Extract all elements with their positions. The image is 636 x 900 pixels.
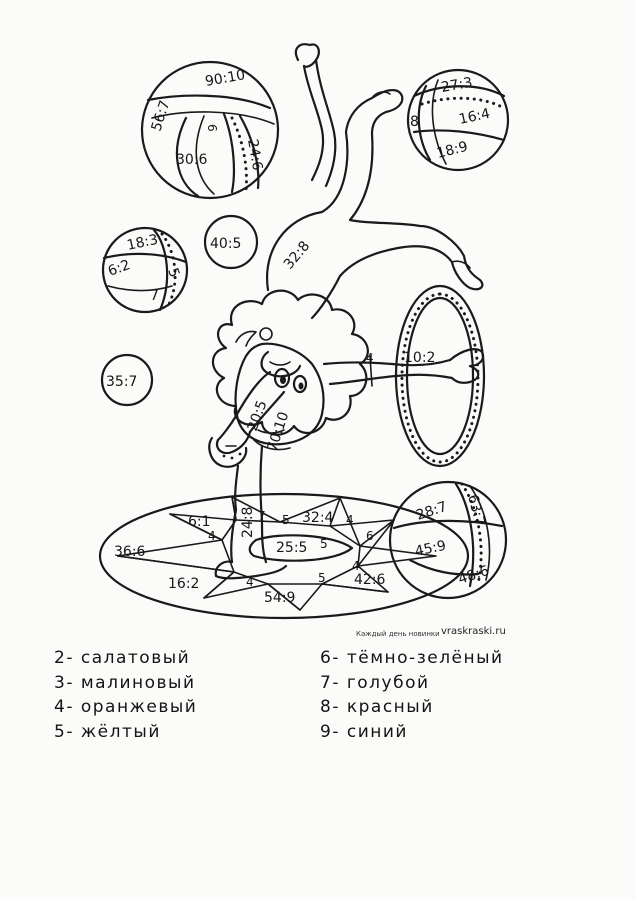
expr-mat-6: 4 — [346, 513, 354, 527]
lion-legs — [267, 90, 482, 318]
expr-mat-15: 42:6 — [354, 572, 386, 588]
color-legend-right — [320, 648, 504, 746]
expr-ball-tr-1: 27:3 — [439, 74, 474, 96]
legend-item-6: 6- тёмно-зелёный — [320, 648, 504, 668]
legend-item-5: 5- жёлтый — [54, 721, 161, 742]
expr-ball-tl-4: 30:6 — [176, 152, 208, 168]
expr-ball-br-2: 63:7 — [464, 492, 488, 528]
legend-item-3: 3- малиновый — [54, 672, 196, 693]
expr-ball-40: 40:5 — [210, 236, 242, 252]
expr-mat-9: 36:6 — [114, 544, 146, 560]
expr-mat-10: 25:5 — [276, 540, 308, 556]
expr-ball-ml-2: 6:2 — [105, 257, 133, 280]
expr-ball-br-4: 48:6 — [456, 562, 492, 588]
expr-mat-16: 54:9 — [264, 590, 296, 606]
expr-mat-12: 16:2 — [168, 576, 200, 592]
expr-lion-leg: 32:8 — [280, 238, 314, 273]
expr-lion-face: 20:5 — [244, 398, 271, 434]
expr-mat-3: 5 — [282, 513, 290, 527]
expr-mat-11: 5 — [320, 537, 328, 551]
expr-ball-tr-2: 8 — [410, 114, 419, 130]
legend-item-8: 8- красный — [320, 697, 434, 717]
expr-ball-35: 35:7 — [106, 374, 138, 390]
expr-ball-tl-1: 90:10 — [203, 67, 247, 90]
expr-ball-br-3: 45:9 — [413, 537, 448, 560]
expr-ball-tl-2: 56:7 — [148, 98, 174, 134]
expr-ball-ml-1: 18:3 — [125, 231, 160, 254]
expr-ball-tr-4: 18:9 — [435, 138, 470, 162]
expr-lion-body: 24:8 — [240, 506, 256, 538]
expr-lion-chin: 70:10 — [264, 409, 293, 454]
expr-mat-8: 6 — [366, 529, 374, 543]
legend-item-2: 2- салатовый — [54, 648, 191, 668]
expr-ball-ml-4: 7 — [150, 288, 159, 304]
legend-item-7: 7- голубой — [320, 672, 430, 693]
expressions — [106, 67, 492, 606]
legend-item-9: 9- синий — [320, 721, 408, 742]
expr-ball-tl-5: 24:6 — [244, 137, 266, 172]
watermark-url: vraskraski.ru — [441, 626, 506, 637]
expr-ball-tr-3: 16:4 — [457, 105, 492, 128]
expr-mat-2: 7 — [258, 509, 266, 523]
lion-tail — [296, 44, 335, 186]
expr-ball-tl-3: 6 — [205, 124, 219, 132]
expr-mat-1: 6:1 — [188, 514, 211, 530]
ball-bottom-right — [390, 482, 506, 598]
expr-mat-5: 4 — [208, 529, 216, 543]
expr-lion-hoop: 10:2 — [404, 350, 436, 366]
expr-mat-7: 4 — [352, 559, 360, 573]
expr-ball-ml-3: 5 — [164, 265, 183, 280]
watermark-note: Каждый день новинки — [356, 630, 440, 638]
color-legend-left — [54, 648, 197, 746]
expr-ball-br-1: 28:7 — [414, 498, 450, 524]
expr-lion-arm: 4 — [366, 351, 374, 365]
expr-mat-14: 5 — [318, 571, 326, 585]
legend-item-4: 4- оранжевый — [54, 697, 198, 717]
expr-mat-4: 32:4 — [302, 510, 334, 526]
expr-mat-13: 4 — [246, 575, 254, 589]
